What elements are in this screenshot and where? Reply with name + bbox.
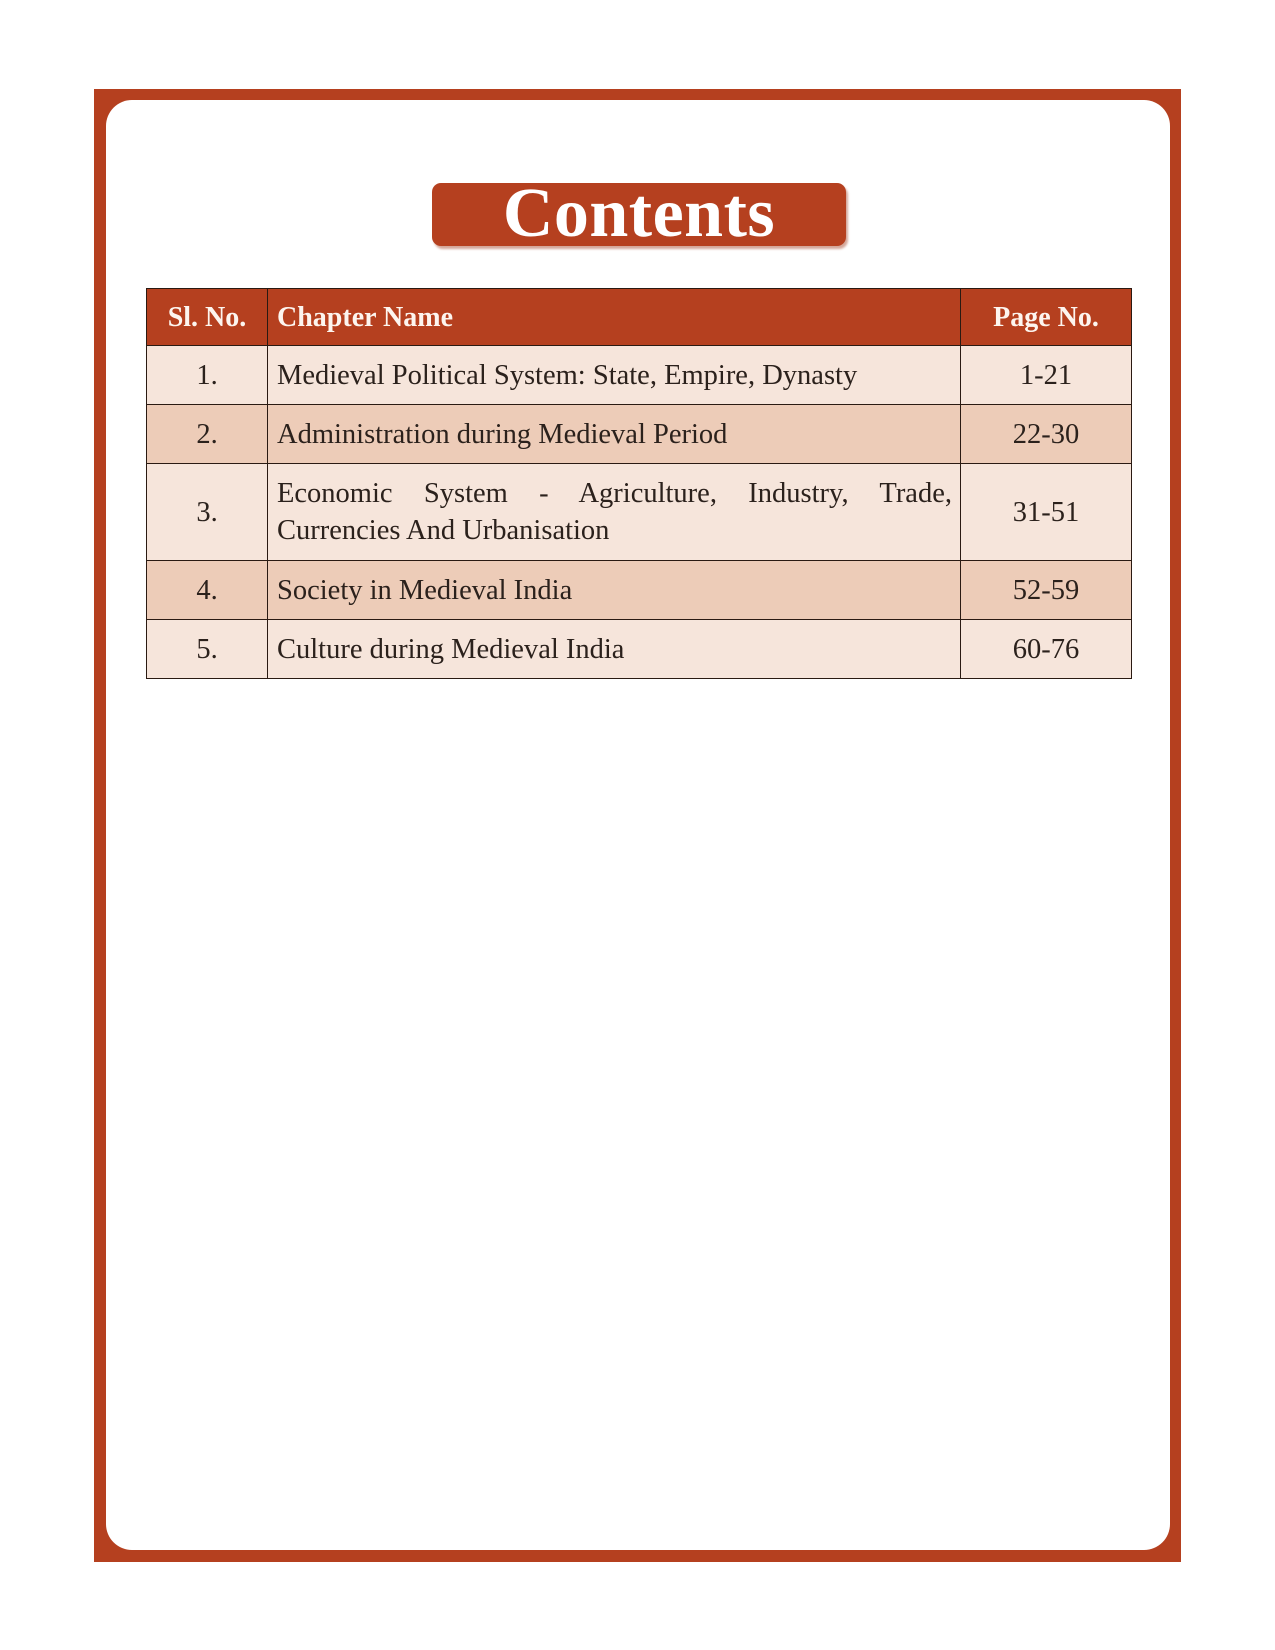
chapter-number: 1. [147,346,268,405]
chapter-number: 3. [147,464,268,561]
chapter-name: Administration during Medieval Period [268,405,961,464]
chapter-name: Medieval Political System: State, Empire, Dynasty [268,346,961,405]
table-row [147,405,1132,464]
chapter-page-range: 1-21 [961,346,1132,405]
table-header-row [147,289,1132,346]
column-header-sl-no: Sl. No. [147,289,268,346]
page-title: Contents [502,174,776,252]
table-row [147,464,1132,561]
chapter-page-range: 31-51 [961,464,1132,561]
chapter-page-range: 22-30 [961,405,1132,464]
table-row [147,346,1132,405]
column-header-chapter-name: Chapter Name [268,289,961,346]
chapter-page-range: 60-76 [961,620,1132,679]
chapter-page-range: 52-59 [961,561,1132,620]
chapter-name: Culture during Medieval India [268,620,961,679]
chapter-name: Economic System - Agriculture, Industry, Trade, Currencies And Urbanisation [268,464,961,561]
chapter-number: 4. [147,561,268,620]
chapter-number: 5. [147,620,268,679]
table-row [147,561,1132,620]
contents-title-banner [432,174,846,252]
table-of-contents [146,288,1132,679]
chapter-number: 2. [147,405,268,464]
table-row [147,620,1132,679]
column-header-page-no: Page No. [961,289,1132,346]
chapter-name: Society in Medieval India [268,561,961,620]
